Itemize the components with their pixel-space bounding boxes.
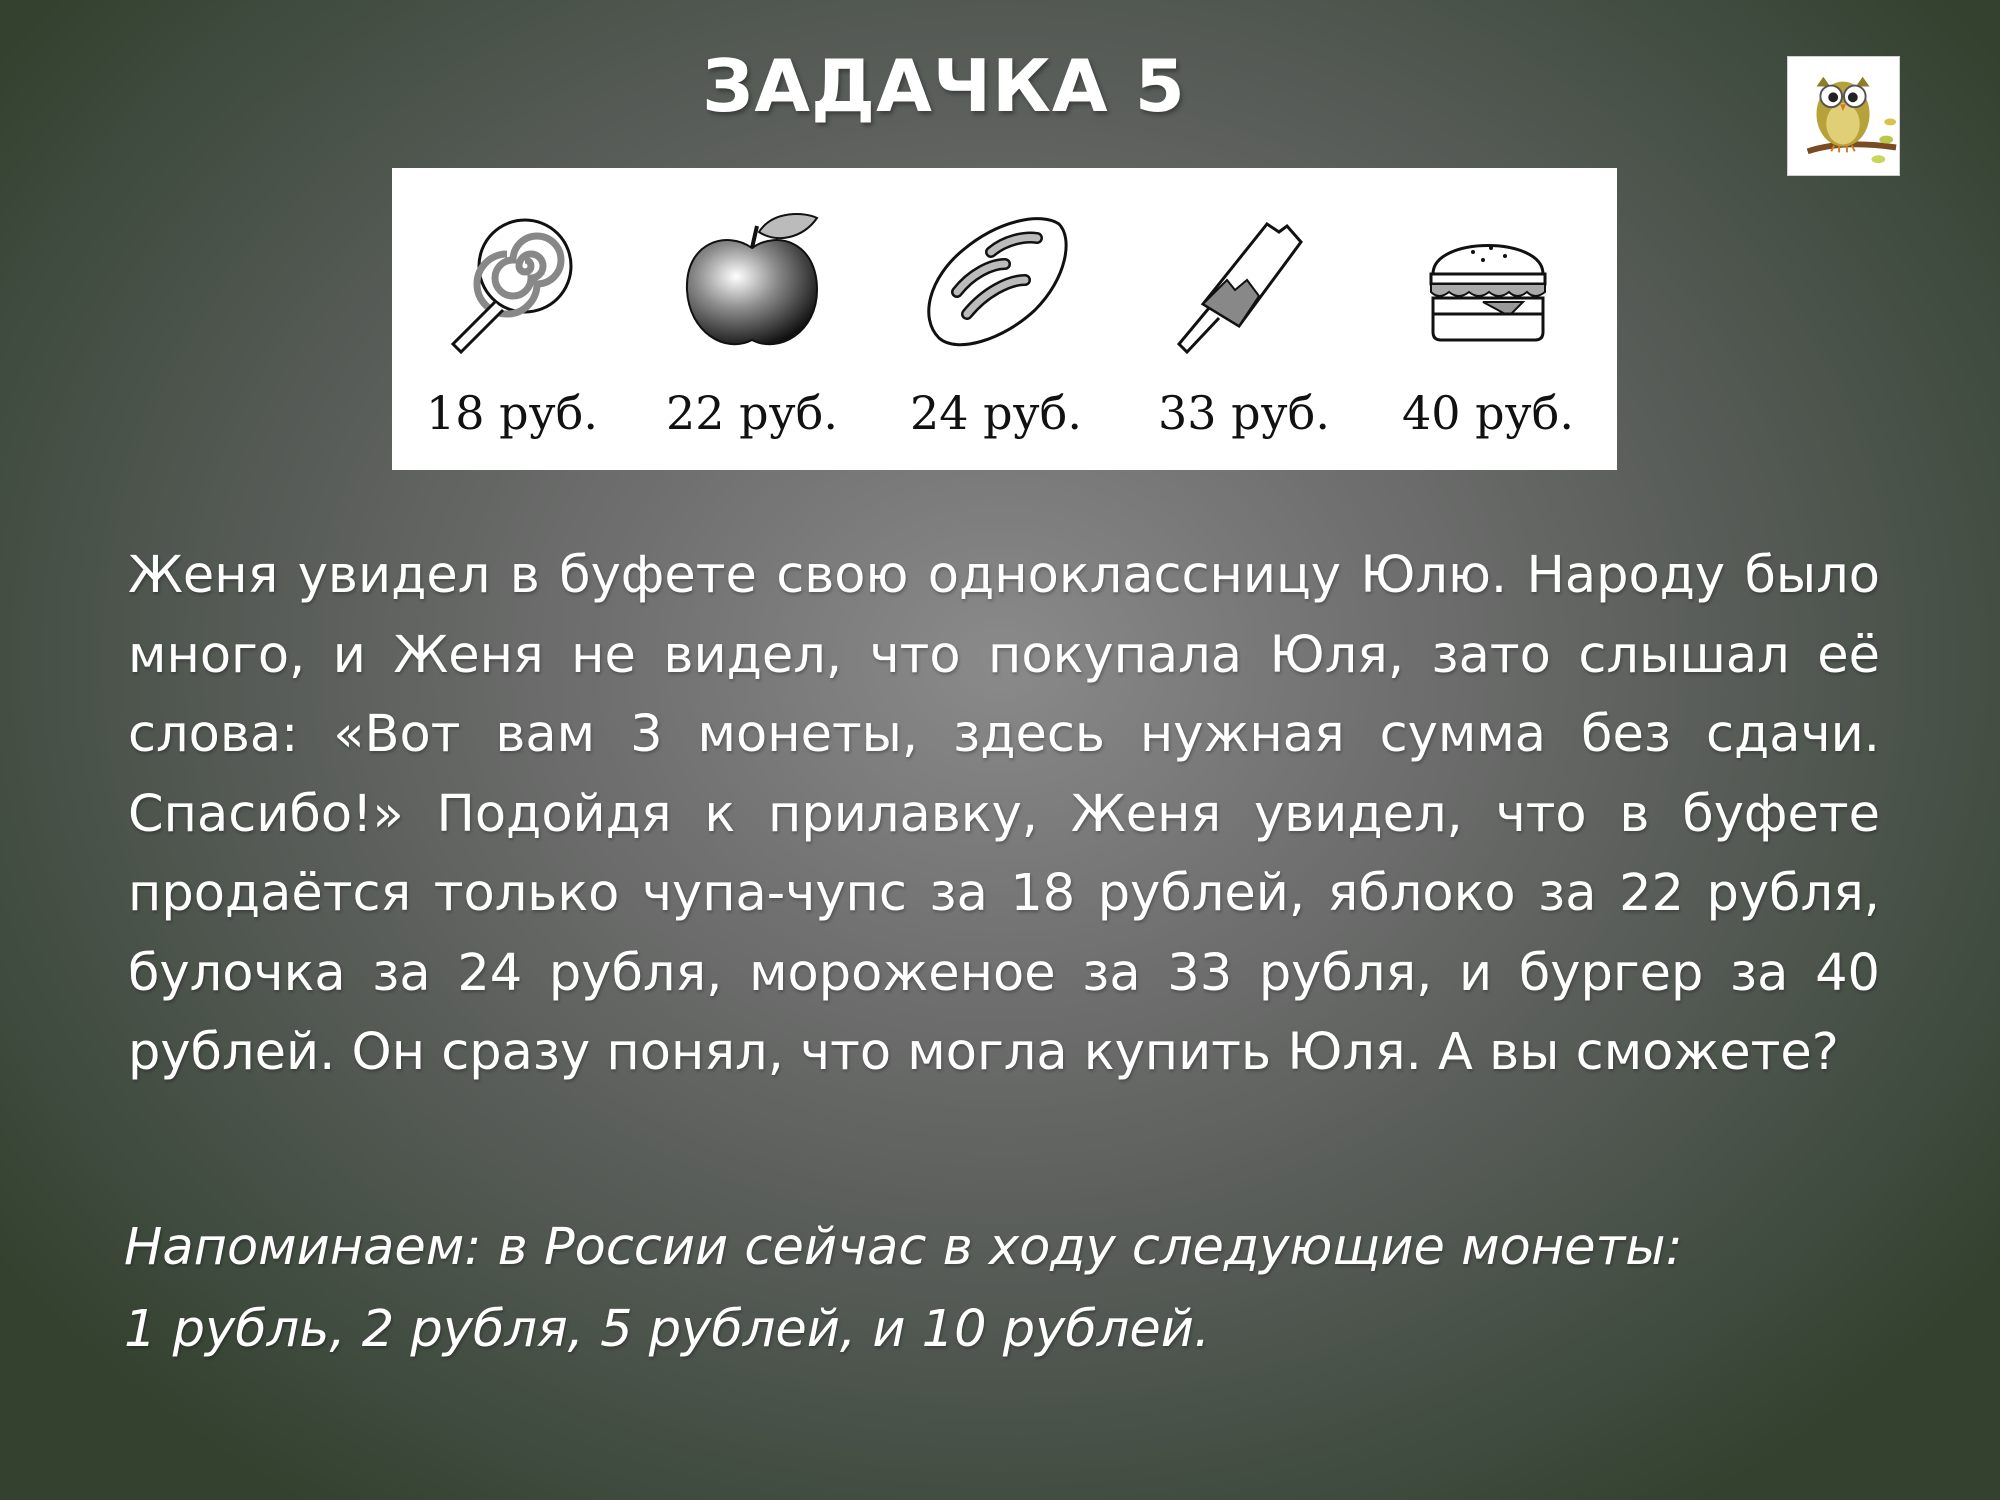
price-item-lollipop (392, 168, 632, 470)
lollipop-icon (437, 208, 587, 358)
price-item-burger (1368, 168, 1608, 470)
price-label: 22 руб. (666, 386, 838, 440)
owl-logo (1787, 56, 1900, 176)
reminder-line: 1 рубль, 2 рубля, 5 рублей, и 10 рублей. (124, 1300, 1211, 1359)
price-list-panel (392, 168, 1617, 470)
price-label: 18 руб. (426, 386, 598, 440)
price-label: 24 руб. (910, 386, 1082, 440)
apple-icon (677, 208, 827, 358)
slide-title: ЗАДАЧКА 5 (702, 44, 1186, 128)
price-label: 40 руб. (1402, 386, 1574, 440)
problem-text: Женя увидел в буфете свою одноклассницу Юлю. Народу было много, и Женя не видел, что покупала Юля, зато слышал её слова: «Вот вам 3 монеты, здесь нужная сумма без сдачи. Спасибо!» Подойдя к прилавку, Женя увидел, что в буфете продаётся только чупа-чупс за 18 рублей, яблоко за 22 рубля, булочка за 24 рубля, мороженое за 33 рубля, и бургер за 40 рублей. Он сразу понял, что могла купить Юля. А вы сможете? (128, 546, 1880, 1082)
price-label: 33 руб. (1158, 386, 1330, 440)
reminder-line: Напоминаем: в России сейчас в ходу следующие монеты: (124, 1218, 1683, 1277)
price-item-ice-cream (1124, 168, 1364, 470)
bread-icon (921, 208, 1071, 358)
ice-cream-icon (1169, 208, 1319, 358)
owl-icon (1788, 57, 1899, 175)
burger-icon (1413, 208, 1563, 358)
coin-reminder (124, 1207, 1884, 1371)
price-item-apple (632, 168, 872, 470)
price-item-bread (876, 168, 1116, 470)
